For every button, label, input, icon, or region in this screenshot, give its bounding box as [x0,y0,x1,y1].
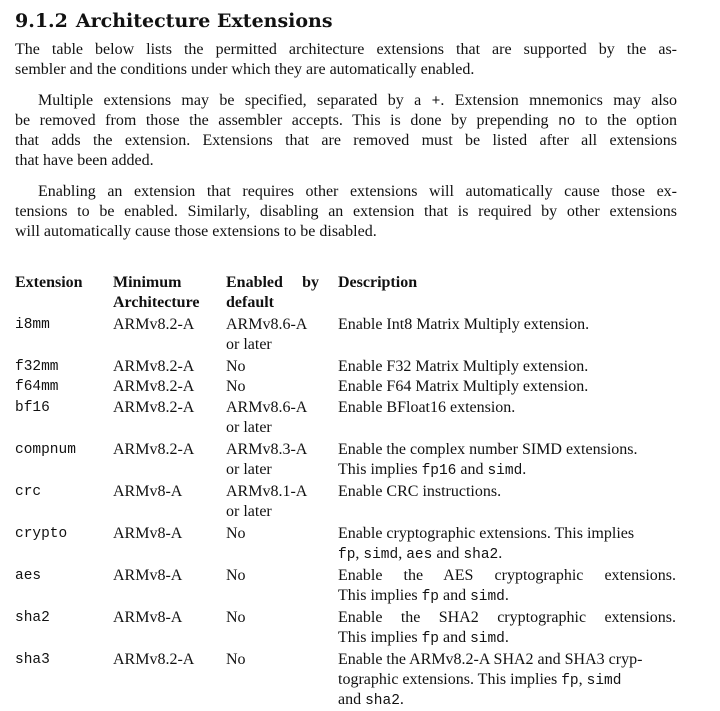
row-enabled: No [226,567,246,584]
paragraph-line: The table below lists the permitted architecture extensions that are supported by the as- [15,41,677,58]
inline-code: no [558,114,576,130]
row-ext: i8mm [15,317,50,333]
inline-code: fp [561,673,579,689]
paragraph-line: Enabling an extension that requires other extensions will automatically cause those ex- [38,183,677,200]
inline-code: simd [470,631,505,647]
row-min-arch: ARMv8-A [113,525,183,542]
row-description-cont: fp, simd, aes and sha2. [338,545,503,563]
row-ext: sha2 [15,610,50,626]
row-description: Enable cryptographic extensions. This implies [338,525,635,542]
row-min-arch: ARMv8.2-A [113,358,195,375]
inline-code: + [431,94,441,110]
row-enabled: No [226,525,246,542]
paragraph-line: that have been added. [15,152,154,169]
row-enabled: No [226,651,246,668]
row-min-arch: ARMv8-A [113,483,183,500]
row-enabled-cont: or later [226,419,272,436]
row-min-arch: ARMv8.2-A [113,441,195,458]
inline-code: fp [338,547,356,563]
inline-code: fp16 [421,463,457,479]
row-enabled: ARMv8.1-A [226,483,308,500]
header-extension: Extension [15,274,83,291]
row-description-cont: tographic extensions. This implies fp, simd [338,671,622,689]
inline-code: fp [421,631,439,647]
section-number: 9.1.2 [15,10,68,32]
row-description: Enable F64 Matrix Multiply extension. [338,378,589,395]
inline-code: simd [470,589,505,605]
row-enabled: No [226,358,246,375]
row-description: Enable Int8 Matrix Multiply extension. [338,316,590,333]
inline-code: sha2 [365,693,400,709]
inline-code: fp [421,589,439,605]
inline-code: simd [586,673,622,689]
row-min-arch: ARMv8.2-A [113,651,195,668]
row-ext: compnum [15,442,76,458]
header-description: Description [338,274,418,291]
row-description: Enable the SHA2 cryptographic extensions. [338,609,676,626]
paragraph-line: sembler and the conditions under which they are automatically enabled. [15,61,475,78]
row-description: Enable the AES cryptographic extensions. [338,567,676,584]
row-enabled-cont: or later [226,461,272,478]
row-description-cont: This implies fp and simd. [338,629,509,647]
row-description: Enable the ARMv8.2-A SHA2 and SHA3 cryp- [338,651,643,668]
row-min-arch: ARMv8.2-A [113,378,195,395]
row-min-arch: ARMv8.2-A [113,399,195,416]
paragraph-line: tensions to be enabled. Similarly, disabling an extension that is required by other extensions [15,203,677,220]
header-default: default [226,294,274,311]
row-description-cont: This implies fp and simd. [338,587,509,605]
row-description: Enable CRC instructions. [338,483,502,500]
row-ext: f32mm [15,359,59,375]
paragraph-line: Multiple extensions may be specified, separated by a +. Extension mnemonics may also [38,92,678,110]
row-description: Enable the complex number SIMD extensions. [338,441,638,458]
row-ext: aes [15,568,42,584]
row-min-arch: ARMv8-A [113,609,183,626]
row-ext: crypto [15,526,68,542]
row-enabled: No [226,609,246,626]
row-min-arch: ARMv8.2-A [113,316,195,333]
header-minimum: Minimum [113,274,182,291]
row-ext: f64mm [15,379,59,395]
paragraph-line: will automatically cause those extensions to be disabled. [15,223,377,240]
row-min-arch: ARMv8-A [113,567,183,584]
row-enabled-cont: or later [226,503,272,520]
row-description-cont: This implies fp16 and simd. [338,461,527,479]
row-enabled-cont: or later [226,336,272,353]
header-architecture: Architecture [113,294,200,311]
inline-code: sha2 [463,547,499,563]
row-description-cont: and sha2. [338,691,404,709]
section-heading [15,10,333,32]
row-enabled: No [226,378,246,395]
row-description: Enable F32 Matrix Multiply extension. [338,358,589,375]
inline-code: aes [406,547,433,563]
inline-code: simd [487,463,523,479]
row-ext: bf16 [15,400,50,416]
row-ext: sha3 [15,652,50,668]
header-enabled-by: Enabled by [226,274,319,291]
row-description: Enable BFloat16 extension. [338,399,516,416]
row-enabled: ARMv8.3-A [226,441,308,458]
paragraph-line: that adds the extension. Extensions that are removed must be listed after all extensions [15,132,677,149]
inline-code: simd [363,547,399,563]
paragraph-line: be removed from those the assembler accepts. This is done by prepending no to the option [15,112,677,130]
row-enabled: ARMv8.6-A [226,399,308,416]
section-title: Architecture Extensions [75,10,333,32]
row-enabled: ARMv8.6-A [226,316,308,333]
row-ext: crc [15,484,42,500]
